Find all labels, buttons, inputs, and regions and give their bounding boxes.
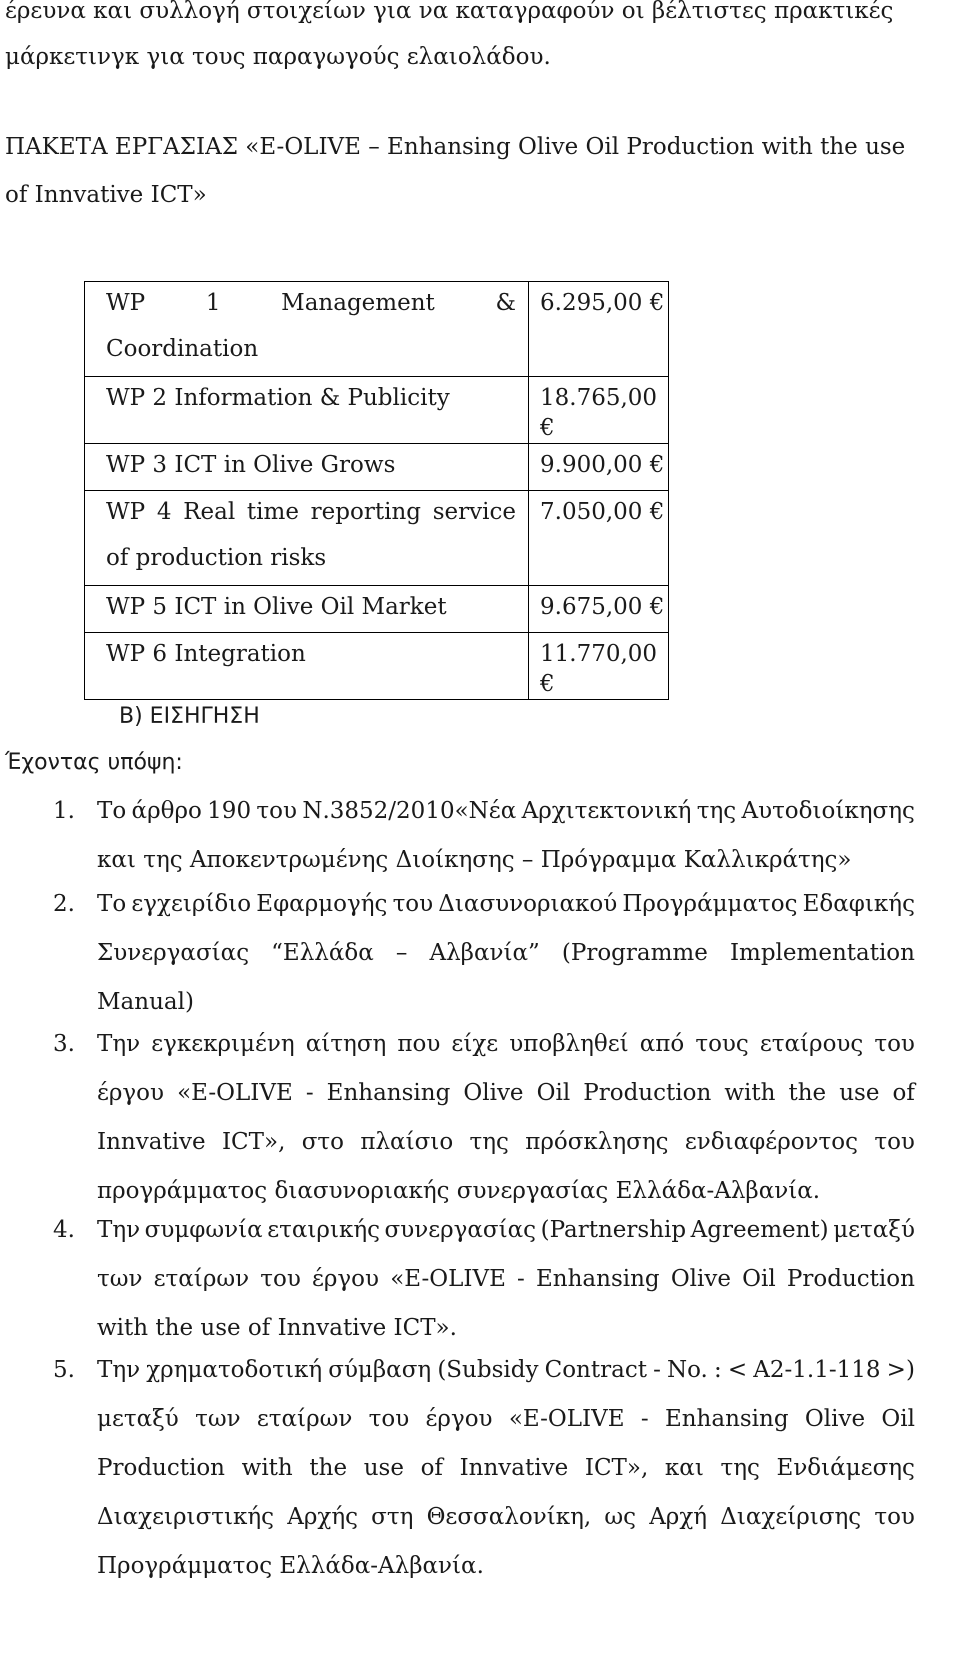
list-item-text <box>97 1020 915 1216</box>
list-item-word: από <box>639 1031 685 1057</box>
list-item-word: Oil <box>881 1406 915 1432</box>
work-package-name-line: WP 2 Information & Publicity <box>106 385 450 411</box>
list-item-word: συνεργασίας <box>384 1217 537 1243</box>
table-row <box>85 377 669 444</box>
list-item-word: «E-OLIVE <box>390 1266 506 1292</box>
list-item-word: the <box>309 1455 348 1481</box>
list-item-word: Αρχής <box>287 1504 358 1530</box>
list-item-text <box>97 787 915 885</box>
list-item-line <box>97 1020 915 1069</box>
work-package-word: Real <box>183 499 236 525</box>
list-item-word: έργου <box>312 1266 380 1292</box>
list-item-word: Innvative <box>459 1455 569 1481</box>
list-item-word: of <box>892 1080 915 1106</box>
list-item-word: Ν.3852/2010«Νέα <box>302 798 517 824</box>
list-item-word: Την <box>97 1031 141 1057</box>
work-package-name <box>85 586 529 633</box>
list-item-line <box>97 787 915 836</box>
list-item-word: έργου <box>425 1406 493 1432</box>
list-item-word: Θεσσαλονίκη, <box>426 1504 592 1530</box>
list-item-word: εγχειρίδιο <box>131 891 252 917</box>
work-package-word: 4 <box>156 499 172 525</box>
list-item-word: Production <box>786 1266 915 1292</box>
intro-line-1: έρευνα και συλλογή στοιχείων για να καταγραφούν οι βέλτιστες πρακτικές <box>5 0 894 24</box>
list-item-word: Το <box>97 798 127 824</box>
list-item-line <box>97 929 915 978</box>
list-item-word: των <box>97 1266 143 1292</box>
list-item-word: του <box>874 1129 915 1155</box>
list-item-word: - <box>640 1406 649 1432</box>
list-item-line <box>97 1493 915 1542</box>
work-package-amount: 7.050,00 € <box>529 491 669 586</box>
list-item-number: 4. <box>53 1217 75 1243</box>
work-package-word: WP <box>106 290 146 316</box>
list-item-word: : <box>714 1357 722 1383</box>
list-item-word: of <box>420 1455 443 1481</box>
list-item-line <box>97 1206 915 1255</box>
list-item-word: Εφαρμογής <box>256 891 388 917</box>
list-item-word: Implementation <box>729 940 915 966</box>
list-item-word: στο <box>301 1129 345 1155</box>
list-item-word: 190 <box>207 798 252 824</box>
table-row <box>85 444 669 491</box>
list-item-word: Την <box>97 1217 141 1243</box>
list-item-word: εταίρους <box>759 1031 864 1057</box>
list-item-line <box>97 1395 915 1444</box>
list-item-word: μεταξύ <box>97 1406 179 1432</box>
list-item-word: της <box>469 1129 509 1155</box>
work-package-name-line: WP 5 ICT in Olive Oil Market <box>106 594 447 620</box>
list-item-word: Προγράμματος <box>622 891 798 917</box>
list-item-word: του <box>256 798 297 824</box>
list-item-word: εταίρων <box>153 1266 250 1292</box>
list-item-word: Διασυνοριακού <box>438 891 618 917</box>
list-item-word: του <box>368 1406 410 1432</box>
list-item-word: use <box>839 1080 880 1106</box>
list-item-line: και της Αποκεντρωμένης Διοίκησης – Πρόγραμμα Καλλικράτης» <box>97 847 852 873</box>
list-item-word: Α2-1.1-118 <box>753 1357 881 1383</box>
list-item-word: ως <box>604 1504 636 1530</box>
list-item-word: τους <box>695 1031 749 1057</box>
list-item-word: Production <box>583 1080 712 1106</box>
work-package-word: Management <box>281 290 435 316</box>
list-item-word: Enhansing <box>326 1080 451 1106</box>
list-item-word: του <box>392 891 434 917</box>
work-package-word: WP <box>106 499 146 525</box>
list-item-number: 2. <box>53 891 75 917</box>
list-item-word: - <box>305 1080 314 1106</box>
list-item-word: της <box>696 798 737 824</box>
list-item-word: ICT», <box>584 1455 649 1481</box>
list-item-word: και <box>664 1455 704 1481</box>
table-row <box>85 282 669 377</box>
list-item-text <box>97 880 915 1027</box>
work-package-word: service <box>432 499 516 525</box>
list-item-word: στη <box>371 1504 414 1530</box>
list-item-word: the <box>788 1080 827 1106</box>
list-item-word: υποβληθεί <box>509 1031 629 1057</box>
work-package-name-line: WP 6 Integration <box>106 641 306 667</box>
list-item-word: Αυτοδιοίκησης <box>741 798 915 824</box>
list-item-word: Αρχή <box>649 1504 708 1530</box>
list-item-word: ενδιαφέροντος <box>684 1129 858 1155</box>
list-item-word: χρηματοδοτική <box>146 1357 323 1383</box>
list-item-word: είχε <box>451 1031 499 1057</box>
work-package-amount: 18.765,00 € <box>529 377 669 444</box>
list-item-word: Την <box>97 1357 141 1383</box>
intro-line-2: μάρκετινγκ για τους παραγωγούς ελαιολάδου. <box>5 44 551 70</box>
list-item-word: (Subsidy <box>437 1357 539 1383</box>
work-package-name-line: of production risks <box>106 545 327 571</box>
list-item <box>53 880 915 1027</box>
work-package-word: & <box>495 290 516 316</box>
list-item-line <box>97 880 915 929</box>
list-item-word: αίτηση <box>305 1031 387 1057</box>
list-item-word: Εδαφικής <box>802 891 915 917</box>
list-item-line <box>97 1346 915 1395</box>
work-package-amount: 9.900,00 € <box>529 444 669 491</box>
intro-paragraph <box>5 0 895 70</box>
work-package-name-line: WP 3 ICT in Olive Grows <box>106 452 396 478</box>
list-item-word: - <box>653 1357 661 1383</box>
list-item-word: < <box>727 1357 748 1383</box>
work-package-name <box>85 377 529 444</box>
list-item-word: use <box>363 1455 404 1481</box>
list-item <box>53 1346 915 1591</box>
list-item-line <box>97 1118 915 1167</box>
list-item <box>53 1020 915 1216</box>
list-item-line: Manual) <box>97 989 194 1015</box>
list-item-word: Production <box>97 1455 225 1481</box>
packages-heading-line-2: of Innvative ICT» <box>5 182 207 208</box>
list-item <box>53 787 915 885</box>
list-item-word: Ενδιάμεσης <box>776 1455 915 1481</box>
list-item-word: που <box>397 1031 441 1057</box>
list-item-word: (Partnership <box>540 1217 687 1243</box>
list-item-word: Oil <box>742 1266 776 1292</box>
considering-label: Έχοντας υπόψη: <box>5 750 183 775</box>
list-item-word: Enhansing <box>664 1406 789 1432</box>
list-item-line <box>97 1069 915 1118</box>
list-item-word: εταίρων <box>256 1406 353 1432</box>
table-row <box>85 586 669 633</box>
list-item-word: Διαχειριστικής <box>97 1504 275 1530</box>
list-item-word: εγκεκριμένη <box>151 1031 295 1057</box>
list-item-word: του <box>874 1031 915 1057</box>
list-item-word: πρόσκλησης <box>525 1129 669 1155</box>
work-packages-table <box>84 281 669 700</box>
list-item-word: with <box>241 1455 293 1481</box>
table-row <box>85 491 669 586</box>
packages-heading <box>5 132 906 208</box>
list-item-word: «E-OLIVE <box>508 1406 625 1432</box>
list-item-word: Αλβανία” <box>429 940 540 966</box>
work-package-name-line <box>106 497 516 527</box>
list-item-word: Oil <box>536 1080 571 1106</box>
list-item-word: Innvative <box>97 1129 206 1155</box>
list-item-word: Olive <box>804 1406 866 1432</box>
work-package-name <box>85 282 529 377</box>
list-item-word: έργου <box>97 1080 165 1106</box>
work-package-name <box>85 633 529 700</box>
work-package-word: time <box>246 499 299 525</box>
packages-heading-line-1: ΠΑΚΕΤΑ ΕΡΓΑΣΙΑΣ «E-OLIVE – Enhansing Olive Oil Production with the use <box>5 134 906 160</box>
list-item-line: with the use of Innvative ICT». <box>97 1315 457 1341</box>
list-item-word: - <box>517 1266 525 1292</box>
section-b-heading: Β) ΕΙΣΗΓΗΣΗ <box>119 704 260 729</box>
list-item-word: μεταξύ <box>833 1217 915 1243</box>
list-item <box>53 1206 915 1353</box>
list-item-line <box>97 1255 915 1304</box>
list-item-word: Συνεργασίας <box>97 940 250 966</box>
list-item-word: σύμβαση <box>328 1357 432 1383</box>
list-item-word: “Ελλάδα <box>271 940 374 966</box>
list-item-word: >) <box>886 1357 915 1383</box>
list-item-word: συμφωνία <box>144 1217 263 1243</box>
work-package-amount: 11.770,00 € <box>529 633 669 700</box>
work-package-amount: 6.295,00 € <box>529 282 669 377</box>
list-item-word: «E-OLIVE <box>177 1080 293 1106</box>
list-item-word: των <box>195 1406 241 1432</box>
list-item-line: Προγράμματος Ελλάδα-Αλβανία. <box>97 1553 484 1579</box>
list-item-word: – <box>395 940 408 966</box>
work-package-name <box>85 444 529 491</box>
work-package-name <box>85 491 529 586</box>
list-item-word: εταιρικής <box>267 1217 380 1243</box>
work-package-word: reporting <box>310 499 421 525</box>
work-package-name-line: Coordination <box>106 336 259 362</box>
list-item-word: άρθρο <box>131 798 202 824</box>
work-package-amount: 9.675,00 € <box>529 586 669 633</box>
list-item-number: 5. <box>53 1357 75 1383</box>
list-item-word: Olive <box>463 1080 524 1106</box>
work-package-name-line <box>106 288 516 318</box>
list-item-word: Διαχείρισης <box>720 1504 862 1530</box>
list-item-line <box>97 1444 915 1493</box>
list-item-line: προγράμματος διασυνοριακής συνεργασίας Ελλάδα-Αλβανία. <box>97 1178 821 1204</box>
list-item-word: Contract <box>544 1357 647 1383</box>
list-item-word: ICT», <box>221 1129 286 1155</box>
list-item-word: Enhansing <box>536 1266 660 1292</box>
list-item-text <box>97 1346 915 1591</box>
list-item-word: Αρχιτεκτονική <box>521 798 692 824</box>
list-item-number: 1. <box>53 798 75 824</box>
list-item-word: της <box>720 1455 760 1481</box>
list-item-text <box>97 1206 915 1353</box>
list-item-word: Olive <box>670 1266 731 1292</box>
list-item-number: 3. <box>53 1031 75 1057</box>
list-item-word: του <box>874 1504 915 1530</box>
list-item-word: Agreement) <box>690 1217 829 1243</box>
list-item-word: with <box>724 1080 776 1106</box>
list-item-word: του <box>260 1266 301 1292</box>
list-item-word: πλαίσιο <box>360 1129 454 1155</box>
list-item-word: (Programme <box>561 940 708 966</box>
table-row <box>85 633 669 700</box>
list-item-word: Το <box>97 891 127 917</box>
work-package-word: 1 <box>205 290 221 316</box>
list-item-word: No. <box>666 1357 708 1383</box>
